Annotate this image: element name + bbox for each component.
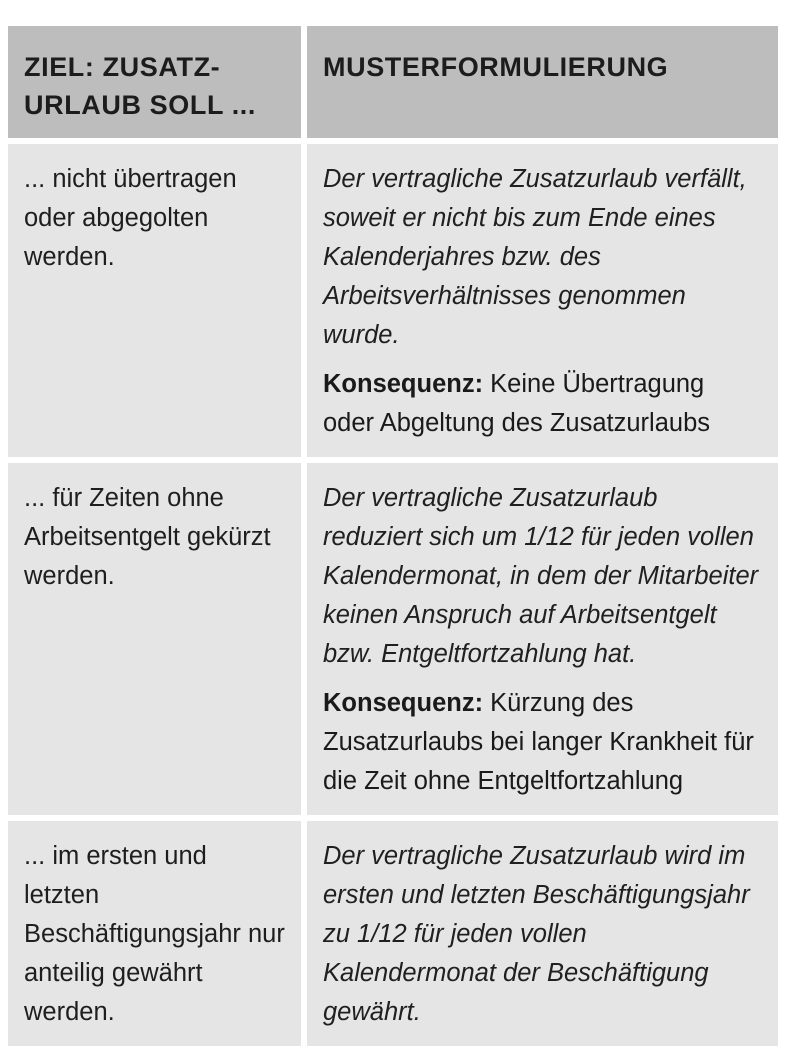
consequence [323,684,762,801]
table-row [8,144,778,457]
goal-cell: ... für Zeiten ohne Arbeitsentgelt gekürzt werden. [8,463,301,815]
header-formula: MUSTERFORMULIERUNG [307,26,778,138]
formula-text: Der vertragliche Zusatzurlaub reduziert sich um 1/12 für jeden vollen Kalendermonat, in dem der Mitarbeiter keinen Anspruch auf Arbeitsentgelt bzw. Entgeltfortzahlung hat. [323,484,759,668]
consequence [323,365,762,443]
table-body [8,144,778,1046]
table-header [8,26,778,138]
muster-table [2,20,784,1052]
consequence-label: Konsequenz: [323,689,484,717]
goal-cell: ... nicht übertragen oder abgegolten werden. [8,144,301,457]
header-goal: ZIEL: ZUSATZ-URLAUB SOLL ... [8,26,301,138]
table-row [8,463,778,815]
formula-text: Der vertragliche Zusatzurlaub wird im ersten und letzten Beschäftigungsjahr zu 1/12 für jeden vollen Kalendermonat der Beschäftigung gewährt. [323,842,750,1026]
formula-cell [307,821,778,1046]
goal-cell: ... im ersten und letzten Beschäftigungsjahr nur anteilig gewährt werden. [8,821,301,1046]
formula-cell [307,463,778,815]
formula-text: Der vertragliche Zusatzurlaub verfällt, soweit er nicht bis zum Ende eines Kalenderjahres bzw. des Arbeitsverhältnisses genommen wurde. [323,165,747,349]
formula-cell [307,144,778,457]
consequence-text: Keine Übertragung oder Abgeltung des Zusatzurlaubs [323,370,711,437]
header-row [8,26,778,138]
consequence-label: Konsequenz: [323,370,484,398]
document-page [8,26,778,1046]
table-row [8,821,778,1046]
consequence-text: Kürzung des Zusatzurlaubs bei langer Krankheit für die Zeit ohne Entgeltfortzahlung [323,689,754,795]
